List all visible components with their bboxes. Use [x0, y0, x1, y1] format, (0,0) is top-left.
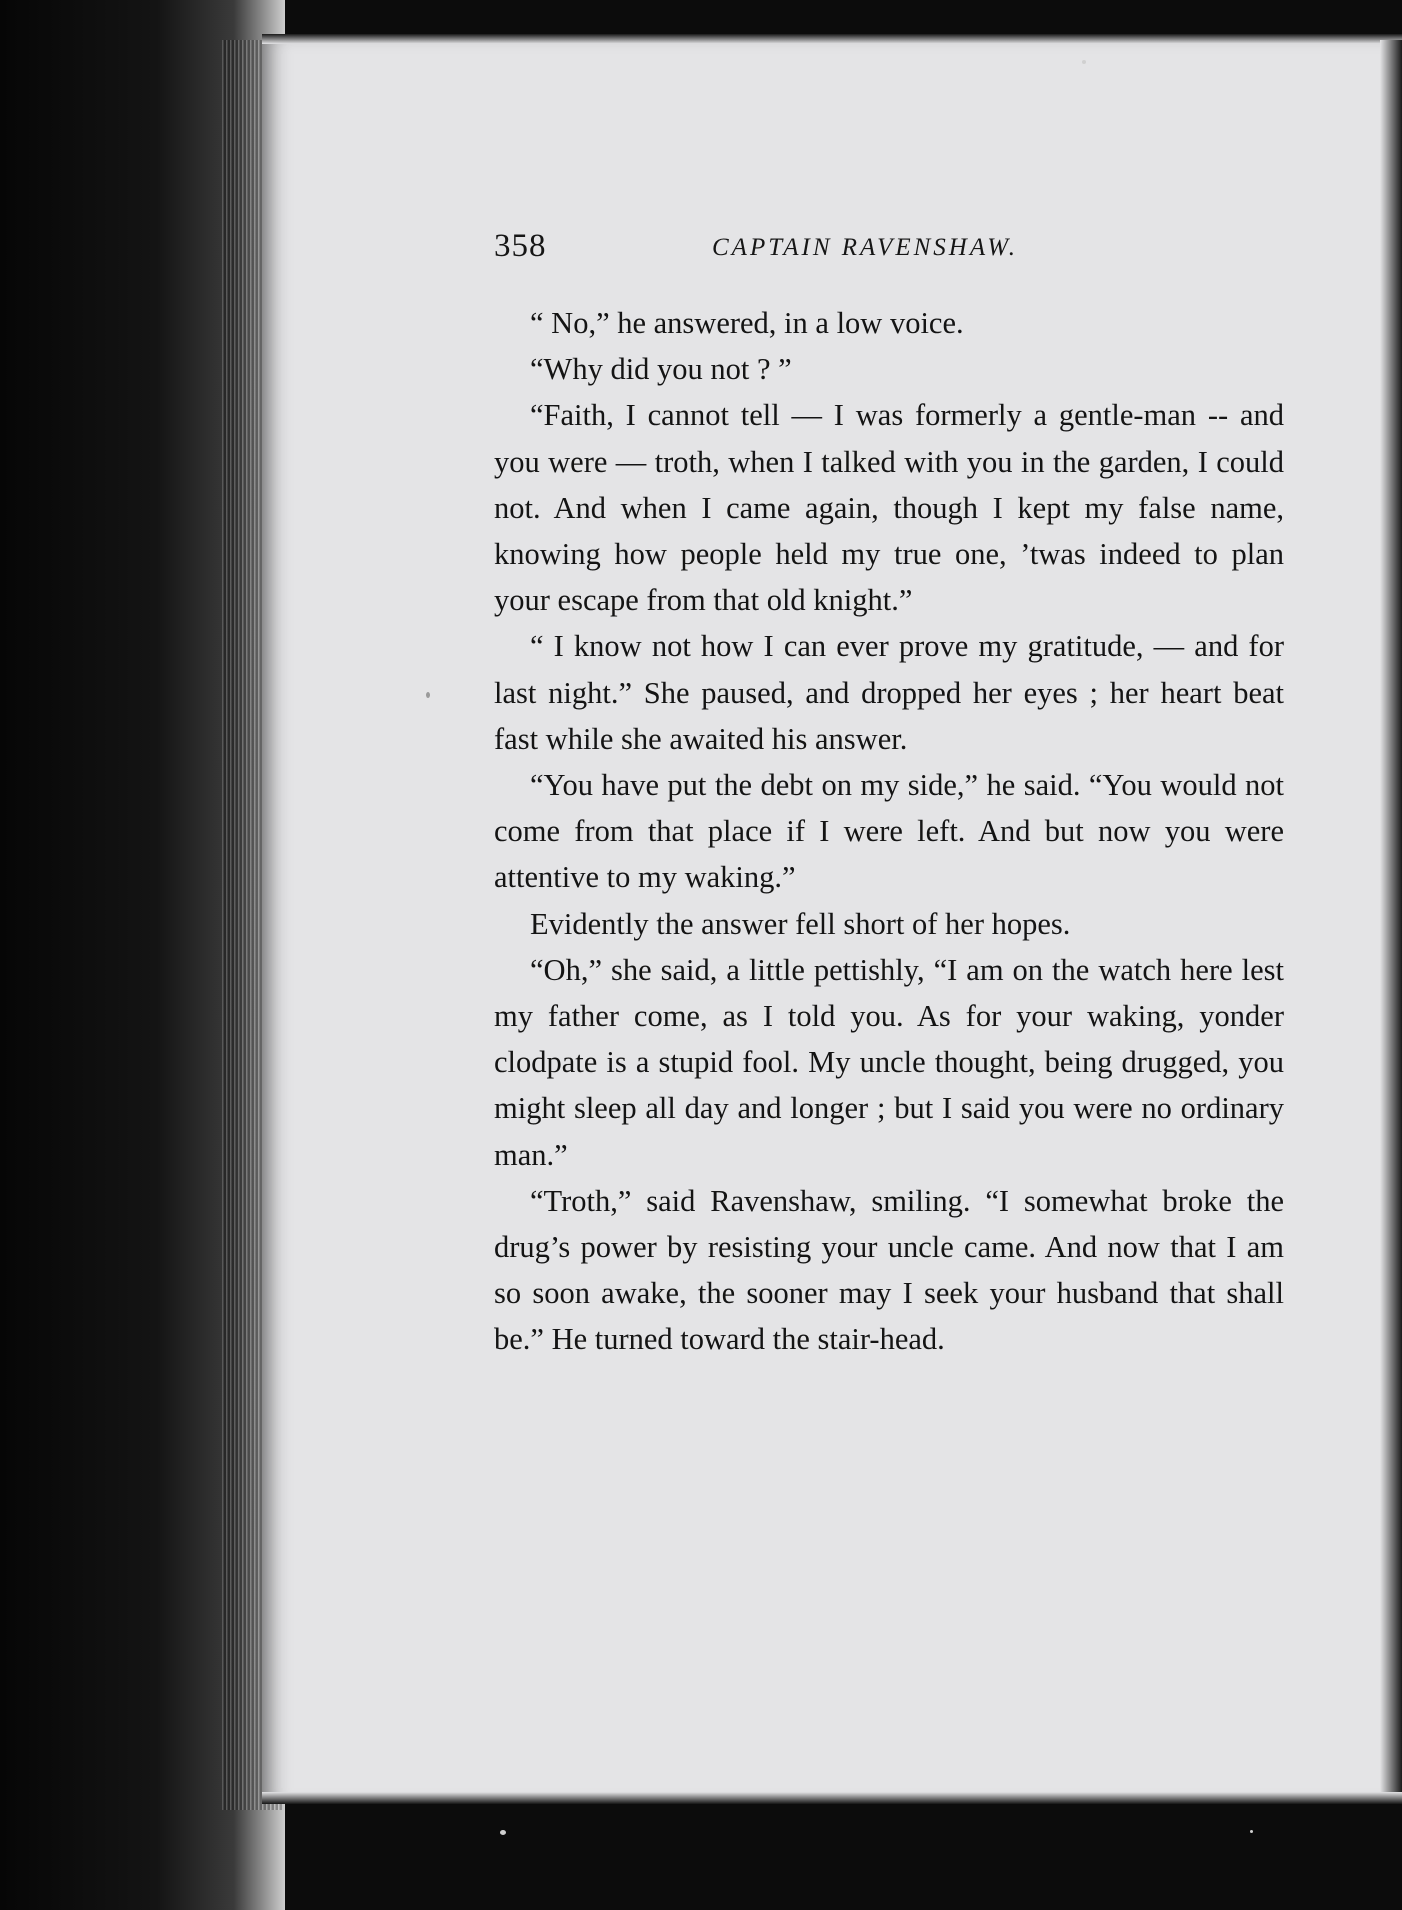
page-header [494, 228, 1284, 272]
paragraph: “Oh,” she said, a little pettishly, “I am on the watch here lest my father come, as I told you. As for your waking, yonder clodpate is a stupid fool. My uncle thought, being drugged, you might sleep all day and longer ; but I said you were no ordinary man.” [494, 952, 1284, 1172]
paragraph: “ I know not how I can ever prove my gratitude, — and for last night.” She paused, and dropped her eyes ; her heart beat fast while she awaited his answer. [494, 629, 1284, 756]
scan-speck [1250, 1830, 1253, 1833]
paragraph: “Faith, I cannot tell — I was formerly a gentle-man -- and you were — troth, when I talked with you in the garden, I could not. And when I came again, though I kept my false name, knowing how people held my true one, ’twas indeed to plan your escape from that old knight.” [494, 398, 1284, 618]
scan-speck [1082, 60, 1086, 64]
paragraph: “You have put the debt on my side,” he said. “You would not come from that place if I were left. And but now you were attentive to my waking.” [494, 768, 1284, 895]
paragraph: “Why did you not ? ” [530, 352, 792, 387]
paper-right-edge [1380, 40, 1402, 1802]
running-head: CAPTAIN RAVENSHAW. [712, 234, 1018, 261]
paper-top-edge [262, 34, 1402, 44]
scan-speck [426, 692, 430, 698]
scan-speck [500, 1830, 506, 1835]
paragraph: “Troth,” said Ravenshaw, smiling. “I somewhat broke the drug’s power by resisting your uncle came. And now that I am so soon awake, the sooner may I seek your husband that shall be.” He turned toward the stair-head. [494, 1183, 1284, 1357]
paragraph: Evidently the answer fell short of her hopes. [530, 906, 1071, 941]
paragraph: “ No,” he answered, in a low voice. [530, 306, 964, 340]
body-text [494, 300, 1284, 1363]
page-number: 358 [494, 228, 547, 264]
paper-bottom-edge [262, 1792, 1402, 1804]
